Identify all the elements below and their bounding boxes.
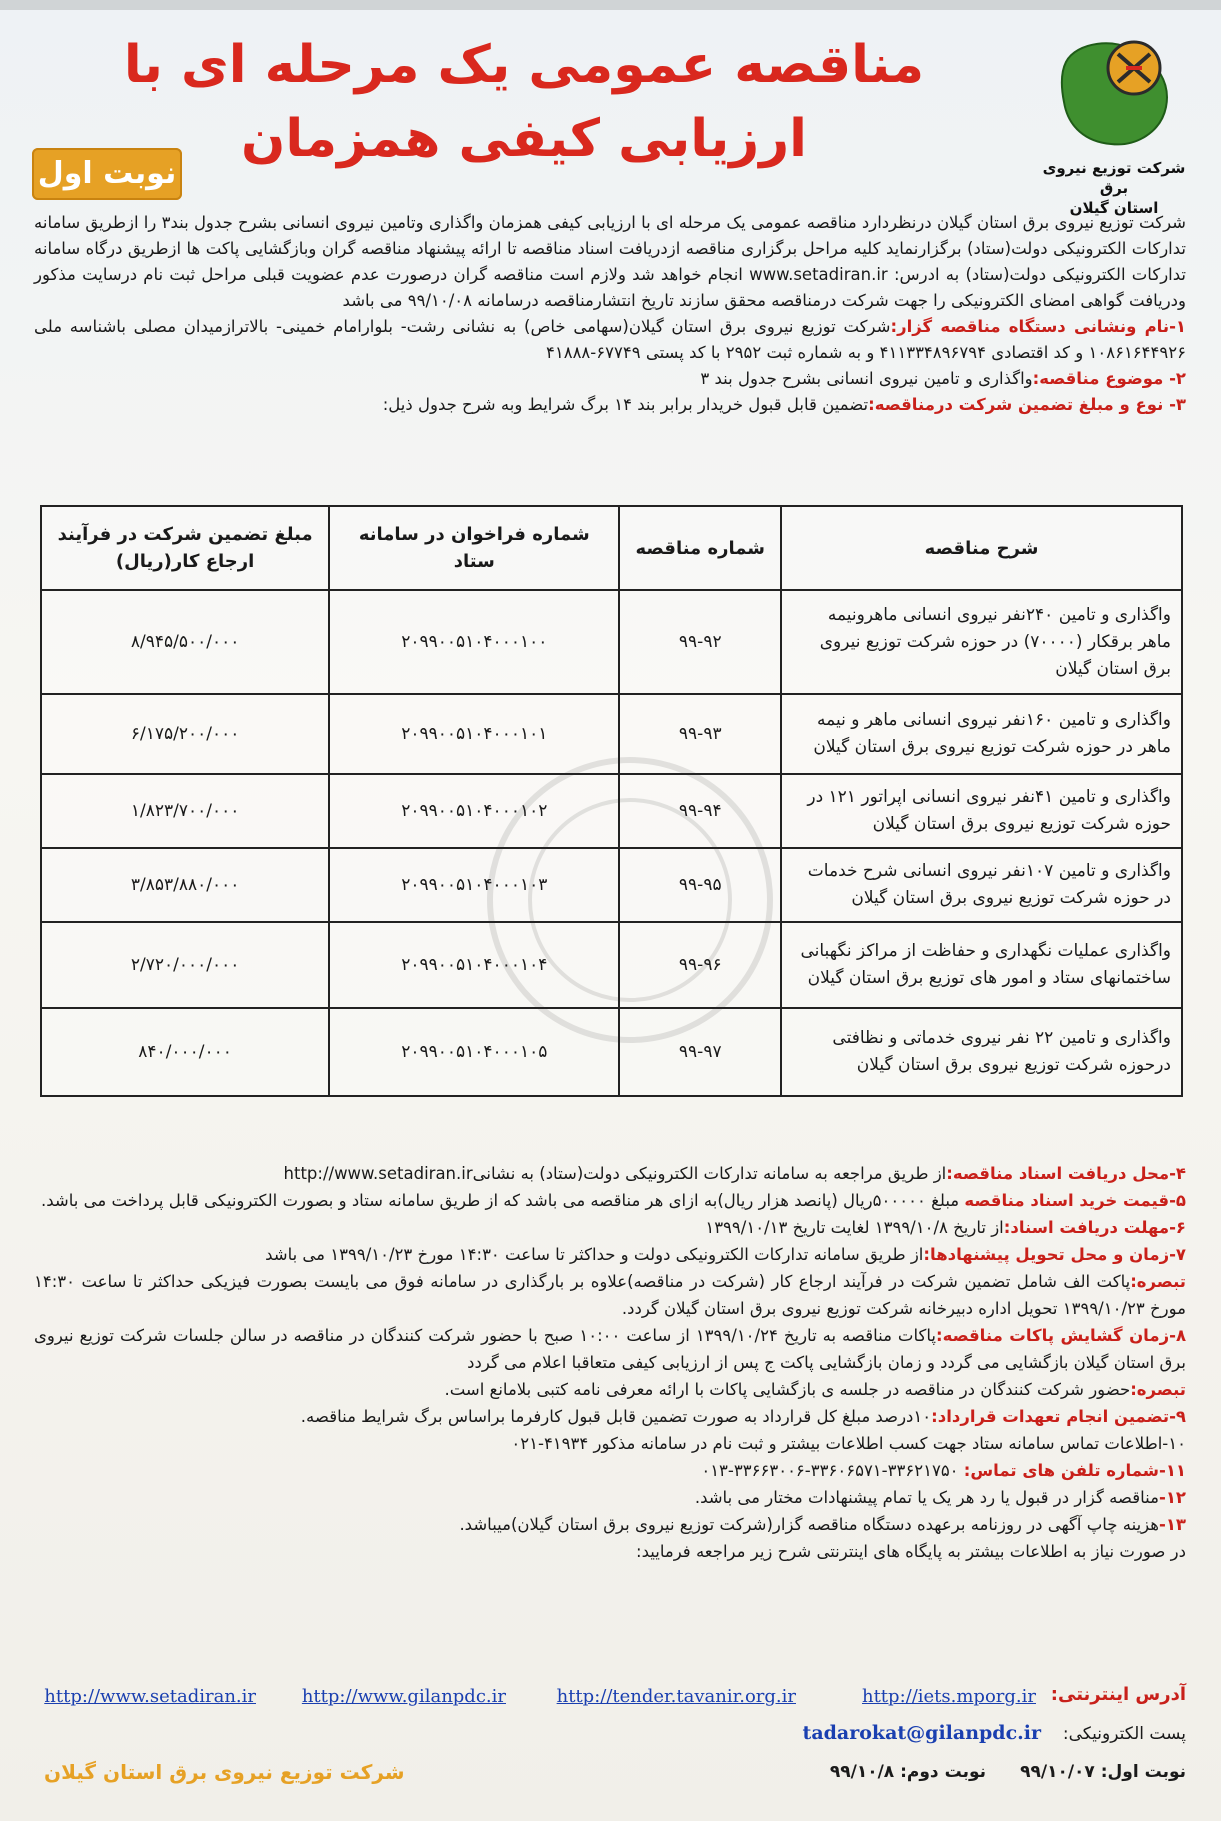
- row-desc: واگذاری و تامین ۲۲ نفر نیروی خدماتی و نظافتی درحوزه شرکت توزیع نیروی برق استان گیلان: [781, 1008, 1182, 1096]
- first-publication-date: نوبت اول: ۹۹/۱۰/۰۷: [1020, 1762, 1186, 1782]
- top-strip: [0, 0, 1221, 10]
- item-11-label: ۱۱-شماره تلفن های تماس:: [963, 1461, 1186, 1480]
- item-12-label: ۱۲-: [1158, 1488, 1186, 1507]
- row-desc: واگذاری و تامین ۱۰۷نفر نیروی انسانی شرح خدمات در حوزه شرکت توزیع نیروی برق استان گیلان: [781, 848, 1182, 922]
- email-row: [34, 1722, 1186, 1752]
- table-row: [41, 774, 1182, 848]
- item-6: [34, 1214, 1186, 1241]
- item-1-text: شرکت توزیع نیروی برق استان گیلان(سهامی خاص) به نشانی رشت- بلوارامام خمینی- بالاترازمیدان مصلی باشناسه ملی ۱۰۸۶۱۶۴۴۹۲۶ و کد اقتصادی ۴۱۱۳۳۴۸۹۶۷۹۴ و به شماره ثبت ۲۹۵۲ با کد پستی ۶۷۷۴۹-۴۱۸۸۸: [34, 317, 1186, 362]
- intro-paragraph: شرکت توزیع نیروی برق استان گیلان درنظردارد مناقصه عمومی یک مرحله ای با ارزیابی کیفی همزمان واگذاری وتامین نیروی انسانی بشرح جدول بند۳ را ازطریق سامانه تدارکات الکترونیکی دولت(ستاد) برگزارنماید کلیه مراحل برگزاری مناقصه ازدریافت اسناد مناقصه تا ارائه پیشنهاد مناقصه گران وبازگشایی پاکت ها ازطریق درگاه سامانه تدارکات الکترونیکی دولت(ستاد) به ادرس: www.setadiran.ir انجام خواهد شد ولازم است مناقصه گران درصورت عدم عضویت قبلی مراحل ثبت نام درسایت مذکور ودریافت گواهی امضای الکترونیکی را جهت شرکت درمناقصه محقق سازند تاریخ انتشارمناقصه درسامانه ۹۹/۱۰/۰۸ می باشد: [34, 213, 1186, 310]
- item-8: [34, 1322, 1186, 1376]
- item-2-label: ۲- موضوع مناقصه:: [1032, 369, 1186, 388]
- item-4: [34, 1160, 1186, 1187]
- note-1: [34, 1268, 1186, 1322]
- link-iets[interactable]: http://iets.mporg.ir: [861, 1686, 1036, 1707]
- logo-caption-line2: استان گیلان: [1069, 199, 1159, 217]
- row-desc: واگذاری و تامین ۱۶۰نفر نیروی انسانی ماهر و نیمه ماهر در حوزه شرکت توزیع نیروی برق استان گیلان: [781, 694, 1182, 774]
- row-call-number: ۲۰۹۹۰۰۵۱۰۴۰۰۰۱۰۴: [329, 922, 619, 1008]
- item-9-text: ۱۰درصد مبلغ کل قرارداد به صورت تضمین قابل قبول کارفرما براساس برگ شرایط مناقصه.: [300, 1407, 932, 1426]
- item-10: ۱۰-اطلاعات تماس سامانه ستاد جهت کسب اطلاعات بیشتر و ثبت نام در سامانه مذکور ۴۱۹۳۴-۰۲۱: [511, 1434, 1186, 1453]
- tender-table: [40, 505, 1183, 1097]
- link-tender-tavanir[interactable]: http://tender.tavanir.org.ir: [556, 1686, 796, 1707]
- row-amount: ۳/۸۵۳/۸۸۰/۰۰۰: [41, 848, 329, 922]
- item-1: [34, 314, 1186, 366]
- table-header-row: [41, 506, 1182, 590]
- footer-company-name: شرکت توزیع نیروی برق استان گیلان: [44, 1760, 405, 1784]
- row-number: ۹۹-۹۵: [619, 848, 781, 922]
- row-amount: ۸/۹۴۵/۵۰۰/۰۰۰: [41, 590, 329, 694]
- publication-footer: [34, 1756, 1186, 1796]
- link-gilanpdc[interactable]: http://www.gilanpdc.ir: [301, 1686, 506, 1707]
- table-row: [41, 1008, 1182, 1096]
- row-amount: ۸۴۰/۰۰۰/۰۰۰: [41, 1008, 329, 1096]
- note-2-label: تبصره:: [1130, 1380, 1186, 1399]
- col-header-desc: شرح مناقصه: [781, 506, 1182, 590]
- row-amount: ۶/۱۷۵/۲۰۰/۰۰۰: [41, 694, 329, 774]
- row-amount: ۱/۸۲۳/۷۰۰/۰۰۰: [41, 774, 329, 848]
- item-4-text: از طریق مراجعه به سامانه تدارکات الکترونیکی دولت(ستاد) به نشانی: [472, 1164, 947, 1183]
- row-number: ۹۹-۹۴: [619, 774, 781, 848]
- item-12: [34, 1484, 1186, 1511]
- row-amount: ۲/۷۲۰/۰۰۰/۰۰۰: [41, 922, 329, 1008]
- item-11: [34, 1457, 1186, 1484]
- item-6-label: ۶-مهلت دریافت اسناد:: [1003, 1218, 1186, 1237]
- company-logo: [1034, 26, 1194, 217]
- item-3: [34, 392, 1186, 418]
- row-desc: واگذاری و تامین ۴۱نفر نیروی انسانی اپراتور ۱۲۱ در حوزه شرکت توزیع نیروی برق استان گیلان: [781, 774, 1182, 848]
- table-row: [41, 922, 1182, 1008]
- more-info: در صورت نیاز به اطلاعات بیشتر به پایگاه های اینترنتی شرح زیر مراجعه فرمایید:: [636, 1542, 1186, 1561]
- conditions-section: [34, 1160, 1186, 1565]
- item-11-text: ۳۳۶۲۱۷۵۰-۳۳۶۰۶۵۷۱-۳۳۶۶۳۰۰۶-۰۱۳: [701, 1461, 959, 1480]
- item-3-label: ۳- نوع و مبلغ تضمین شرکت درمناقصه:: [868, 395, 1186, 414]
- gilan-map-logo-icon: [1056, 32, 1176, 152]
- second-publication-date: نوبت دوم: ۹۹/۱۰/۸: [829, 1762, 986, 1782]
- page-title: مناقصه عمومی یک مرحله ای با ارزیابی کیفی همزمان: [123, 35, 925, 169]
- row-desc: واگذاری و تامین ۲۴۰نفر نیروی انسانی ماهرونیمه ماهر برقکار (۷۰۰۰۰) در حوزه شرکت توزیع نیروی برق استان گیلان: [781, 590, 1182, 694]
- col-header-call-number: شماره فراخوان در سامانه ستاد: [329, 506, 619, 590]
- item-2: [34, 366, 1186, 392]
- item-7-text: از طریق سامانه تدارکات الکترونیکی دولت و حداکثر تا ساعت ۱۴:۳۰ مورخ ۱۳۹۹/۱۰/۲۳ می باشد: [265, 1245, 924, 1264]
- row-call-number: ۲۰۹۹۰۰۵۱۰۴۰۰۰۱۰۰: [329, 590, 619, 694]
- notice-header: [20, 22, 1200, 217]
- row-call-number: ۲۰۹۹۰۰۵۱۰۴۰۰۰۱۰۱: [329, 694, 619, 774]
- item-4-label: ۴-محل دریافت اسناد مناقصه:: [946, 1164, 1186, 1183]
- item-6-text: از تاریخ ۱۳۹۹/۱۰/۸ لغایت تاریخ ۱۳۹۹/۱۰/۱۳: [705, 1218, 1004, 1237]
- item-8-text: پاکات مناقصه به تاریخ ۱۳۹۹/۱۰/۲۴ از ساعت ۱۰:۰۰ صبح با حضور شرکت کنندگان در مناقصه در سالن جلسات شرکت توزیع نیروی برق استان گیلان بازگشایی می گردد و زمان بازگشایی پاکت ج پس از ارزیابی کیفی متعاقبا اعلام می گردد: [34, 1326, 1186, 1372]
- item-4-url[interactable]: http://www.setadiran.ir: [283, 1164, 473, 1183]
- row-call-number: ۲۰۹۹۰۰۵۱۰۴۰۰۰۱۰۳: [329, 848, 619, 922]
- item-13-label: ۱۳-: [1158, 1515, 1186, 1534]
- email-label: پست الکترونیکی:: [1062, 1724, 1186, 1744]
- row-number: ۹۹-۹۷: [619, 1008, 781, 1096]
- note-2: [34, 1376, 1186, 1403]
- logo-caption: [1034, 158, 1194, 218]
- table-row: [41, 848, 1182, 922]
- col-header-amount: مبلغ تضمین شرکت در فرآیند ارجاع کار(ریال): [41, 506, 329, 590]
- item-13-text: هزینه چاپ آگهی در روزنامه برعهده دستگاه مناقصه گزار(شرکت توزیع نیروی برق استان گیلان)میباشد.: [459, 1515, 1159, 1534]
- table-row: [41, 590, 1182, 694]
- item-5: [34, 1187, 1186, 1214]
- row-desc: واگذاری عملیات نگهداری و حفاظت از مراکز نگهبانی ساختمانهای ستاد و امور های توزیع برق استان گیلان: [781, 922, 1182, 1008]
- row-call-number: ۲۰۹۹۰۰۵۱۰۴۰۰۰۱۰۲: [329, 774, 619, 848]
- item-2-text: واگذاری و تامین نیروی انسانی بشرح جدول بند ۳: [700, 369, 1033, 388]
- item-13: [34, 1511, 1186, 1538]
- note-1-label: تبصره:: [1130, 1272, 1186, 1291]
- col-header-number: شماره مناقصه: [619, 506, 781, 590]
- item-7-label: ۷-زمان و محل تحویل پیشنهادها:: [923, 1245, 1186, 1264]
- intro-section: [34, 210, 1186, 418]
- row-number: ۹۹-۹۲: [619, 590, 781, 694]
- note-1-text: پاکت الف شامل تضمین شرکت در فرآیند ارجاع کار (شرکت در مناقصه)علاوه بر بارگذاری در سامانه فوق می بایست بصورت فیزیکی حداکثر تا ساعت ۱۴:۳۰ مورخ ۱۳۹۹/۱۰/۲۳ تحویل اداره دبیرخانه شرکت توزیع نیروی برق استان گیلان گردد.: [34, 1272, 1186, 1318]
- item-8-label: ۸-زمان گشایش پاکات مناقصه:: [935, 1326, 1187, 1345]
- table-row: [41, 694, 1182, 774]
- row-number: ۹۹-۹۶: [619, 922, 781, 1008]
- item-9-label: ۹-تضمین انجام تعهدات قرارداد:: [931, 1407, 1186, 1426]
- first-publication-badge: نوبت اول: [32, 148, 182, 200]
- email-link[interactable]: tadarokat@gilanpdc.ir: [802, 1722, 1041, 1744]
- item-7: [34, 1241, 1186, 1268]
- links-label: آدرس اینترنتی:: [1050, 1684, 1186, 1705]
- logo-caption-line1: شرکت توزیع نیروی برق: [1042, 159, 1186, 197]
- item-3-text: تضمین قابل قبول خریدار برابر بند ۱۴ برگ شرایط وبه شرح جدول ذیل:: [382, 395, 869, 414]
- item-12-text: مناقصه گزار در قبول یا رد هر یک یا تمام پیشنهادات مختار می باشد.: [694, 1488, 1159, 1507]
- item-5-text: مبلغ ۵۰۰۰۰۰ریال (پانصد هزار ریال)به ازای هر مناقصه می باشد که از طریق سامانه ستاد و بصورت الکترونیکی قابل پرداخت می باشد.: [41, 1191, 960, 1210]
- link-setadiran[interactable]: http://www.setadiran.ir: [44, 1686, 256, 1707]
- website-links: [34, 1682, 1186, 1718]
- item-5-label: ۵-قیمت خرید اسناد مناقصه: [964, 1191, 1186, 1210]
- item-1-label: ۱-نام ونشانی دستگاه مناقصه گزار:: [890, 317, 1186, 336]
- item-9: [34, 1403, 1186, 1430]
- note-2-text: حضور شرکت کنندگان در مناقصه در جلسه ی بازگشایی پاکات با ارائه معرفی نامه کتبی بلامانع است.: [444, 1380, 1131, 1399]
- row-call-number: ۲۰۹۹۰۰۵۱۰۴۰۰۰۱۰۵: [329, 1008, 619, 1096]
- row-number: ۹۹-۹۳: [619, 694, 781, 774]
